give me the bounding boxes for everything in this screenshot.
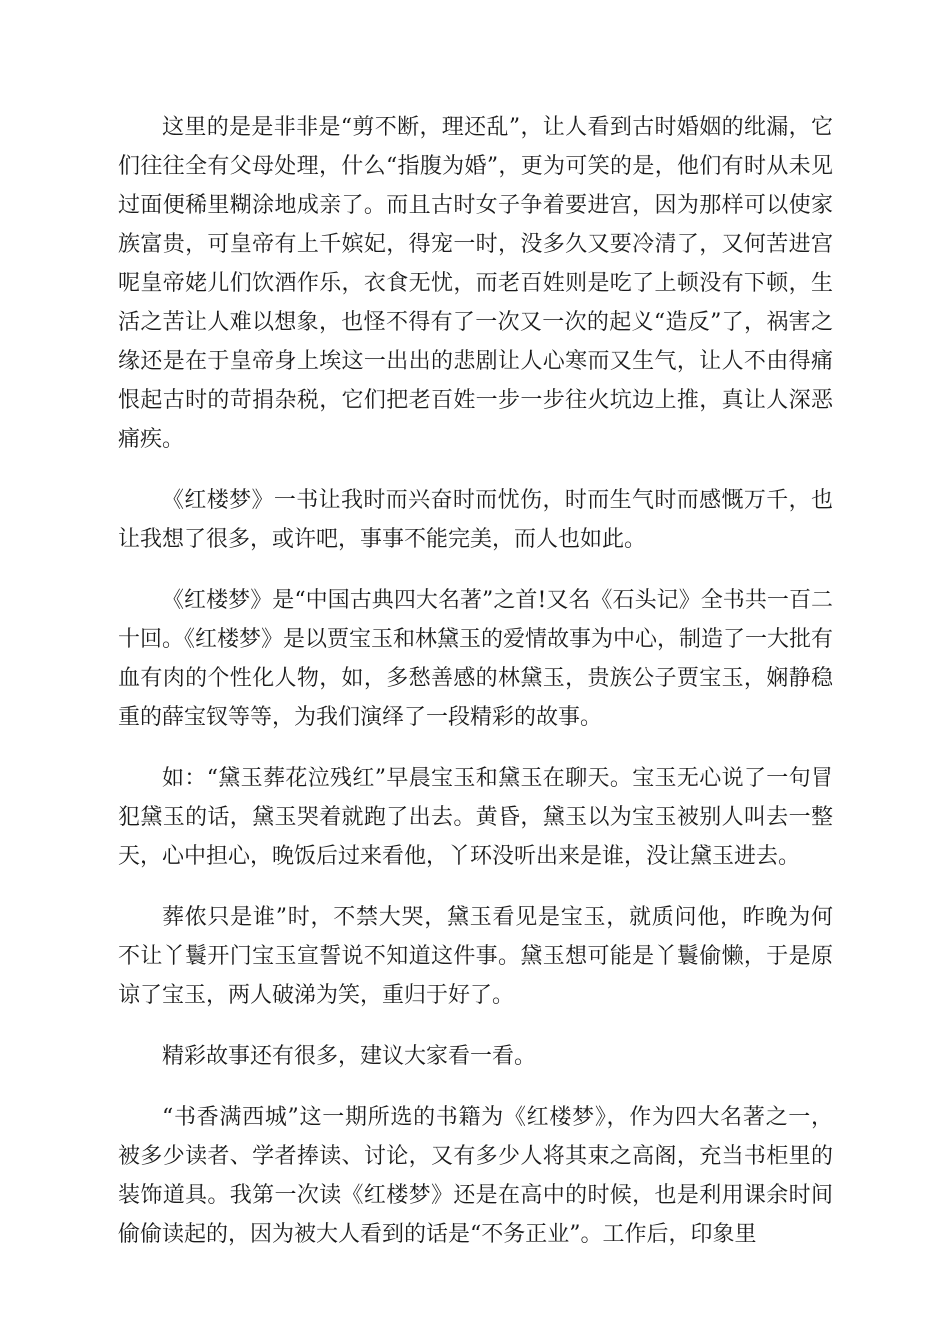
- paragraph-7: “书香满西城”这一期所选的书籍为《红楼梦》，作为四大名著之一，被多少读者、学者捧读、讨论，又有多少人将其束之高阁，充当书柜里的装饰道具。我第一次读《红楼梦》还是在高中的时候，也是利用课余时间偷偷读起的，因为被大人看到的话是“不务正业”。工作后，印象里: [118, 1105, 833, 1247]
- paragraph-1: 这里的是是非非是“剪不断，理还乱”，让人看到古时婚姻的纰漏，它们往往全有父母处理，什么“指腹为婚”，更为可笑的是，他们有时从未见过面便稀里糊涂地成亲了。而且古时女子争着要进宫，因为那样可以使家族富贵，可皇帝有上千嫔妃，得宠一时，没多久又要冷清了，又何苦进宫呢皇帝姥儿们饮酒作乐，衣食无忧，而老百姓则是吃了上顿没有下顿，生活之苦让人难以想象，也怪不得有了一次又一次的起义“造反”了，祸害之缘还是在于皇帝身上埃这一出出的悲剧让人心寒而又生气，让人不由得痛恨起古时的苛捐杂税，它们把老百姓一步一步往火坑边上推，真让人深恶痛疾。: [118, 115, 833, 452]
- paragraph-4: 如：“黛玉葬花泣残红”早晨宝玉和黛玉在聊天。宝玉无心说了一句冒犯黛玉的话，黛玉哭着就跑了出去。黄昏，黛玉以为宝玉被别人叫去一整天，心中担心，晚饭后过来看他，丫环没听出来是谁，没让黛玉进去。: [118, 766, 833, 869]
- paragraph-6: 精彩故事还有很多，建议大家看一看。: [162, 1044, 537, 1069]
- paragraph-3: 《红楼梦》是“中国古典四大名著”之首!又名《石头记》全书共一百二十回。《红楼梦》是以贾宝玉和林黛玉的爱情故事为中心，制造了一大批有血有肉的个性化人物，如，多愁善感的林黛玉，贵族公子贾宝玉，娴静稳重的薛宝钗等等，为我们演绎了一段精彩的故事。: [118, 588, 834, 730]
- paragraph-5: 葬侬只是谁”时，不禁大哭，黛玉看见是宝玉，就质问他，昨晚为何不让丫鬟开门宝玉宣誓说不知道这件事。黛玉想可能是丫鬟偷懒，于是原谅了宝玉，两人破涕为笑，重归于好了。: [118, 905, 833, 1008]
- document-page: [118, 108, 833, 1276]
- paragraph-2: 《红楼梦》一书让我时而兴奋时而忧伤，时而生气时而感慨万千，也让我想了很多，或许吧，事事不能完美，而人也如此。: [118, 488, 833, 552]
